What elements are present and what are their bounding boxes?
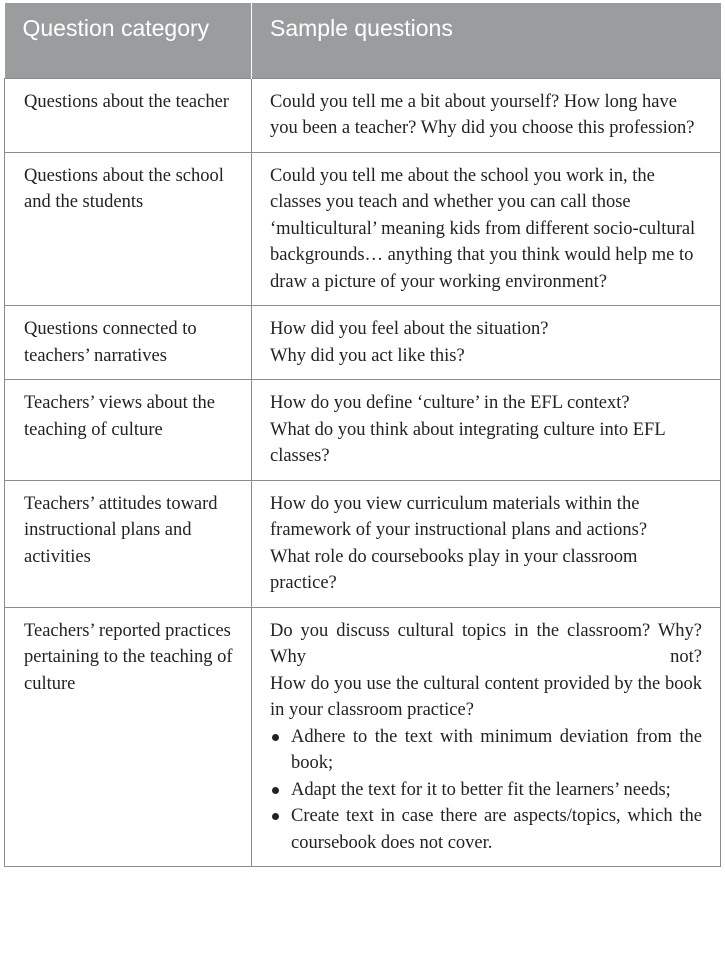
sample-line: Do you discuss cultural topics in the classroom? Why? Why not? [270,620,702,667]
sample-line: How do you view curriculum materials within the framework of your instructional plans and actions? [270,493,648,540]
sample-line: Why did you act like this? [270,345,465,366]
sample-line: What role do coursebooks play in your classroom practice? [270,546,638,593]
sample-cell [252,480,721,607]
bullet-icon [272,787,279,794]
header-sample-questions: Sample questions [252,3,721,78]
table-row [5,380,721,481]
header-question-category: Question category [5,3,252,78]
sample-cell: Could you tell me a bit about yourself? How long have you been a teacher? Why did you choose this profession? [252,78,721,152]
category-cell: Questions connected to teachers’ narratives [5,306,252,380]
category-cell: Questions about the school and the students [5,152,252,306]
bullet-item [270,803,702,856]
sample-line: What do you think about integrating culture into EFL classes? [270,419,665,466]
questions-table [4,3,721,867]
sample-line: How do you use the cultural content provided by the book in your classroom practice? [270,673,702,720]
sample-cell [252,380,721,481]
sample-line: How do you define ‘culture’ in the EFL context? [270,393,630,413]
category-cell: Teachers’ attitudes toward instructional plans and activities [5,480,252,607]
bullet-text: Adapt the text for it to better fit the learners’ needs; [291,779,671,800]
category-cell: Questions about the teacher [5,78,252,152]
category-cell: Teachers’ views about the teaching of culture [5,380,252,481]
bullet-item [270,777,702,804]
bullet-text: Adhere to the text with minimum deviation from the book; [291,726,702,773]
sample-line: How did you feel about the situation? [270,319,549,339]
bullet-item [270,724,702,777]
category-cell: Teachers’ reported practices pertaining to the teaching of culture [5,607,252,867]
sample-cell [252,306,721,380]
sample-cell [252,607,721,867]
bullet-text: Create text in case there are aspects/topics, which the coursebook does not cover. [291,806,702,853]
bullet-icon [272,734,279,741]
table-row [5,607,721,867]
table-row [5,306,721,380]
table-row [5,78,721,152]
table-row [5,480,721,607]
sample-cell: Could you tell me about the school you work in, the classes you teach and whether you can call those ‘multicultural’ meaning kids from different socio-cultural backgrounds… anything that you think would help me to draw a picture of your working environment? [252,152,721,306]
bullet-list [270,724,702,857]
table-header-row [5,3,721,78]
bullet-icon [272,813,279,820]
table-row [5,152,721,306]
